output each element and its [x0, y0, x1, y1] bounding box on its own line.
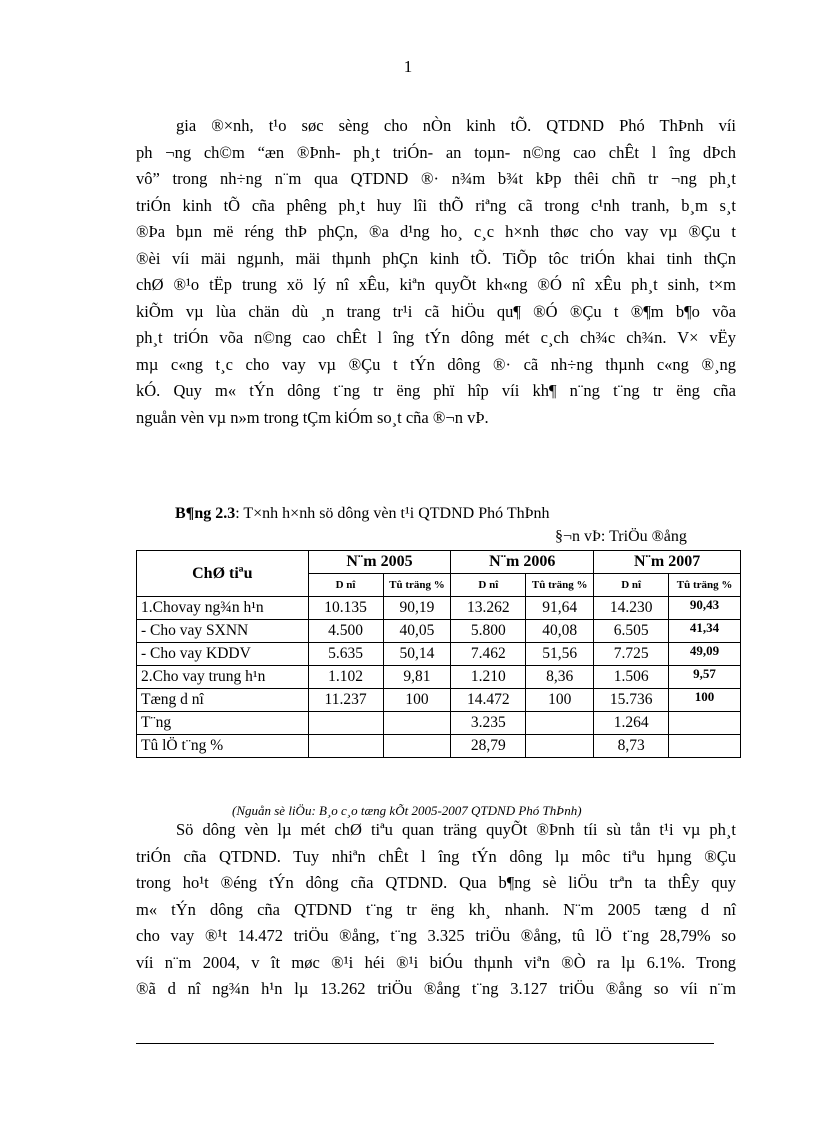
row-label: - Cho vay SXNN [137, 620, 309, 643]
share-cell: 40,08 [526, 620, 594, 643]
share-cell [669, 712, 741, 735]
outstanding-cell: 6.505 [594, 620, 669, 643]
table-row [137, 666, 741, 689]
share-cell: 100 [383, 689, 451, 712]
text-line: nguån vèn vµ n»m trong tÇm kiÓm so¸t cña ®¬n vÞ. [136, 407, 489, 427]
table-header-row [137, 551, 741, 574]
outstanding-cell: 13.262 [451, 597, 526, 620]
share-cell: 8,36 [526, 666, 594, 689]
outstanding-cell: 1.506 [594, 666, 669, 689]
outstanding-cell: 10.135 [308, 597, 383, 620]
row-label: T¨ng [137, 712, 309, 735]
table-row [137, 620, 741, 643]
outstanding-cell: 11.237 [308, 689, 383, 712]
share-cell: 90,43 [669, 597, 741, 620]
text-line: m« tÝn dông cña QTDND t¨ng tr ëng kh¸ nhanh. N¨m 2005 tæng d nî [136, 899, 736, 919]
text-line: ®Þa bµn më réng thÞ phÇn, ®a d¹ng ho¸ c¸c h×nh thøc cho vay vµ ®Çu t [136, 222, 736, 241]
row-label: - Cho vay KDDV [137, 643, 309, 666]
table-body [137, 597, 741, 758]
year-header: N¨m 2006 [451, 551, 594, 574]
text-line: Sö dông vèn lµ mét chØ tiªu quan träng quyÕt ®Þnh tíi sù tån t¹i vµ ph¸t [176, 820, 736, 839]
outstanding-cell: 14.230 [594, 597, 669, 620]
text-line: gia ®×nh, t¹o søc sèng cho nÒn kinh tÕ. QTDND Phó ThÞnh víi [176, 116, 736, 135]
table-row [137, 643, 741, 666]
loan-usage-table [136, 550, 741, 758]
outstanding-cell: 3.235 [451, 712, 526, 735]
share-cell: 91,64 [526, 597, 594, 620]
outstanding-cell [308, 712, 383, 735]
table-caption [175, 505, 549, 523]
outstanding-cell: 1.102 [308, 666, 383, 689]
subheader-outstanding: D nî [594, 574, 669, 597]
subheader-outstanding: D nî [451, 574, 526, 597]
outstanding-cell: 1.264 [594, 712, 669, 735]
indicator-header: ChØ tiªu [137, 551, 309, 597]
share-cell: 50,14 [383, 643, 451, 666]
share-cell [526, 712, 594, 735]
text-line: chØ ®¹o tËp trung xö lý nî xÊu, kiªn quyÕt kh«ng ®Ó nî xÊu ph¸t sinh, t×m [136, 275, 736, 294]
table-row [137, 712, 741, 735]
share-cell: 41,34 [669, 620, 741, 643]
table-caption-label: B¶ng 2.3 [175, 505, 236, 522]
table-row [137, 689, 741, 712]
year-header: N¨m 2007 [594, 551, 741, 574]
outstanding-cell [308, 735, 383, 758]
text-line: cho vay ®¹t 14.472 triÖu ®ång, t¨ng 3.325 triÖu ®ång, tû lÖ t¨ng 28,79% so [136, 926, 736, 945]
text-line: mµ c«ng t¸c cho vay vµ ®Çu t tÝn dông ®· cã nh÷ng thµnh c«ng ®¸ng [136, 354, 736, 374]
share-cell: 100 [669, 689, 741, 712]
row-label: 1.Chovay ng¾n h¹n [137, 597, 309, 620]
paragraph-1 [136, 113, 736, 431]
text-line: trong ho¹t ®éng tÝn dông cña QTDND. Qua b¶ng sè liÖu trªn ta thÊy quy [136, 873, 736, 892]
share-cell [669, 735, 741, 758]
subheader-outstanding: D nî [308, 574, 383, 597]
table-caption-text: : T×nh h×nh sö dông vèn t¹i QTDND Phó ThÞnh [235, 505, 550, 522]
outstanding-cell: 14.472 [451, 689, 526, 712]
outstanding-cell: 7.462 [451, 643, 526, 666]
text-line: ®èi víi mäi ngµnh, mäi thµnh phÇn kinh tÕ. TiÕp tôc triÓn khai tinh thÇn [136, 248, 736, 268]
share-cell: 51,56 [526, 643, 594, 666]
outstanding-cell: 1.210 [451, 666, 526, 689]
share-cell: 9,57 [669, 666, 741, 689]
unit-note: §¬n vÞ: TriÖu ®ång [555, 528, 687, 545]
table-source: (Nguån sè liÖu: B¸o c¸o tæng kÕt 2005-2007 QTDND Phó ThÞnh) [232, 803, 582, 818]
outstanding-cell: 5.800 [451, 620, 526, 643]
paragraph-2 [136, 817, 736, 1003]
table-row [137, 597, 741, 620]
outstanding-cell: 28,79 [451, 735, 526, 758]
text-line: triÓn kinh tÕ cña phêng ph¸t huy lîi thÕ riªng cã trong c¹nh tranh, b¸m s¸t [136, 195, 736, 215]
row-label: 2.Cho vay trung h¹n [137, 666, 309, 689]
outstanding-cell: 5.635 [308, 643, 383, 666]
share-cell [383, 712, 451, 735]
share-cell [526, 735, 594, 758]
table-row [137, 735, 741, 758]
text-line: ®ã d nî ng¾n h¹n lµ 13.262 triÖu ®ång t¨ng 3.127 triÖu ®ång so víi n¨m [136, 979, 736, 998]
text-line: ph ¬ng ch©m “æn ®Þnh- ph¸t triÓn- an toµn- n©ng cao chÊt l îng dÞch [136, 142, 736, 162]
share-cell: 100 [526, 689, 594, 712]
share-cell: 9,81 [383, 666, 451, 689]
row-label: Tû lÖ t¨ng % [137, 735, 309, 758]
subheader-share: Tû träng % [526, 574, 594, 597]
text-line: triÓn cña QTDND. Tuy nhiªn chÊt l îng tÝn dông lµ môc tiªu hµng ®Çu [136, 846, 736, 866]
text-line: kÓ. Quy m« tÝn dông t¨ng tr ëng phï hîp víi kh¶ n¨ng t¨ng tr ëng cña [136, 381, 736, 400]
share-cell [383, 735, 451, 758]
outstanding-cell: 15.736 [594, 689, 669, 712]
share-cell: 49,09 [669, 643, 741, 666]
row-label: Tæng d nî [137, 689, 309, 712]
outstanding-cell: 4.500 [308, 620, 383, 643]
share-cell: 90,19 [383, 597, 451, 620]
outstanding-cell: 8,73 [594, 735, 669, 758]
subheader-share: Tû träng % [383, 574, 451, 597]
outstanding-cell: 7.725 [594, 643, 669, 666]
year-header: N¨m 2005 [308, 551, 451, 574]
share-cell: 40,05 [383, 620, 451, 643]
text-line: ph¸t triÓn võa n©ng cao chÊt l îng tÝn dông mét c¸ch ch¾c ch¾n. V× vËy [136, 328, 736, 347]
text-line: kiÕm vµ lùa chän dù ¸n trang tr¹i cã hiÖu qu¶ ®Ó ®Çu t ®¶m b¶o võa [136, 301, 736, 321]
text-line: víi n¨m 2004, v ît møc ®¹i héi ®¹i biÓu thµnh viªn ®Ò ra lµ 6.1%. Trong [136, 952, 736, 972]
text-line: vô” trong nh÷ng n¨m qua QTDND ®· n¾m b¾t kÞp thêi chñ tr ¬ng ph¸t [136, 169, 736, 188]
subheader-share: Tû träng % [669, 574, 741, 597]
page-number: 1 [403, 57, 413, 76]
footer-rule [136, 1043, 714, 1044]
